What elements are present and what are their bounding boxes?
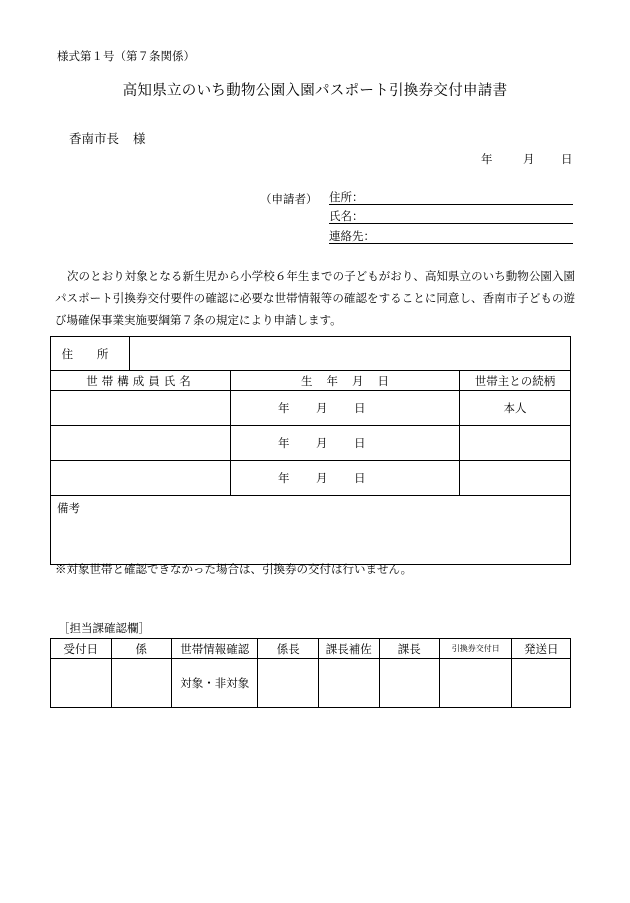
birth-header-char: 日 bbox=[377, 373, 389, 388]
applicant-address-label: 住所： bbox=[329, 190, 364, 204]
staff-header-cell: 課長 bbox=[379, 639, 440, 659]
staff-header-cell: 受付日 bbox=[51, 639, 112, 659]
birth-date-input[interactable] bbox=[231, 391, 460, 426]
birth-day: 日 bbox=[354, 471, 366, 485]
birth-year: 年 bbox=[278, 401, 290, 415]
table-row bbox=[51, 461, 571, 496]
household-table bbox=[50, 336, 571, 565]
staff-header-cell: 引換券交付日 bbox=[440, 639, 512, 659]
relation-input[interactable] bbox=[460, 461, 571, 496]
member-name-input[interactable] bbox=[51, 426, 231, 461]
staff-value-cell[interactable] bbox=[111, 659, 172, 708]
birth-month: 月 bbox=[316, 436, 328, 450]
note-text: ※対象世帯と確認できなかった場合は、引換券の交付は行いません。 bbox=[55, 562, 413, 576]
staff-value-cell[interactable] bbox=[512, 659, 571, 708]
staff-value-row bbox=[51, 659, 571, 708]
applicant-label: （申請者） bbox=[260, 192, 318, 206]
birth-header-char: 生 bbox=[301, 373, 313, 388]
staff-header-cell: 発送日 bbox=[512, 639, 571, 659]
staff-header-cell: 係長 bbox=[258, 639, 319, 659]
remarks-label: 備考 bbox=[57, 501, 80, 515]
applicant-contact-field[interactable] bbox=[329, 229, 573, 244]
remarks-row bbox=[51, 496, 571, 565]
relation-input[interactable]: 本人 bbox=[460, 391, 571, 426]
applicant-address-field[interactable] bbox=[329, 190, 573, 205]
birth-year: 年 bbox=[278, 471, 290, 485]
birth-header-char: 年 bbox=[326, 373, 338, 388]
address-input[interactable] bbox=[130, 337, 571, 371]
staff-header-row bbox=[51, 639, 571, 659]
table-row bbox=[51, 391, 571, 426]
addressee bbox=[69, 129, 146, 147]
birth-date-input[interactable] bbox=[231, 426, 460, 461]
document-title: 高知県立のいち動物公園入園パスポート引換券交付申請書 bbox=[122, 83, 508, 99]
relation-input[interactable] bbox=[460, 426, 571, 461]
birth-month: 月 bbox=[316, 401, 328, 415]
birth-date-input[interactable] bbox=[231, 461, 460, 496]
staff-header-cell: 課長補佐 bbox=[318, 639, 379, 659]
staff-header-cell: 係 bbox=[111, 639, 172, 659]
relation-header: 世帯主との続柄 bbox=[460, 371, 571, 391]
staff-section-label: ［担当課確認欄］ bbox=[58, 621, 150, 635]
applicant-name-label: 氏名： bbox=[329, 209, 364, 223]
addressee-honorific: 様 bbox=[133, 131, 146, 146]
member-header-row bbox=[51, 371, 571, 391]
birth-day: 日 bbox=[354, 401, 366, 415]
staff-value-cell[interactable] bbox=[379, 659, 440, 708]
household-check-cell[interactable]: 対象・非対象 bbox=[172, 659, 258, 708]
applicant-contact-label: 連絡先： bbox=[329, 229, 375, 243]
staff-value-cell[interactable] bbox=[258, 659, 319, 708]
staff-value-cell[interactable] bbox=[318, 659, 379, 708]
member-name-input[interactable] bbox=[51, 391, 231, 426]
birth-year: 年 bbox=[278, 436, 290, 450]
staff-value-cell[interactable] bbox=[440, 659, 512, 708]
birth-month: 月 bbox=[316, 471, 328, 485]
birth-date-header bbox=[231, 371, 460, 391]
table-row bbox=[51, 426, 571, 461]
birth-header-char: 月 bbox=[352, 373, 364, 388]
address-row bbox=[51, 337, 571, 371]
address-label: 住 所 bbox=[51, 337, 130, 371]
remarks-field[interactable] bbox=[51, 496, 571, 565]
date-year: 年 bbox=[481, 152, 493, 166]
date-day: 日 bbox=[561, 152, 573, 166]
body-text: 次のとおり対象となる新生児から小学校６年生までの子どもがおり、高知県立のいち動物公園入園パスポート引換券交付要件の確認に必要な世帯情報等の確認をすることに同意し、香南市子どもの遊び場確保事業実施要綱第７条の規定により申請します。 bbox=[55, 269, 575, 327]
date-month: 月 bbox=[523, 152, 535, 166]
applicant-name-field[interactable] bbox=[329, 209, 573, 224]
birth-day: 日 bbox=[354, 436, 366, 450]
addressee-name: 香南市長 bbox=[69, 131, 120, 146]
member-name-header: 世帯構成員氏名 bbox=[51, 371, 231, 391]
member-name-input[interactable] bbox=[51, 461, 231, 496]
staff-confirmation-table bbox=[50, 638, 571, 708]
application-date bbox=[481, 151, 573, 167]
staff-header-cell: 世帯情報確認 bbox=[172, 639, 258, 659]
form-number: 様式第１号（第７条関係） bbox=[57, 49, 195, 63]
staff-value-cell[interactable] bbox=[51, 659, 112, 708]
